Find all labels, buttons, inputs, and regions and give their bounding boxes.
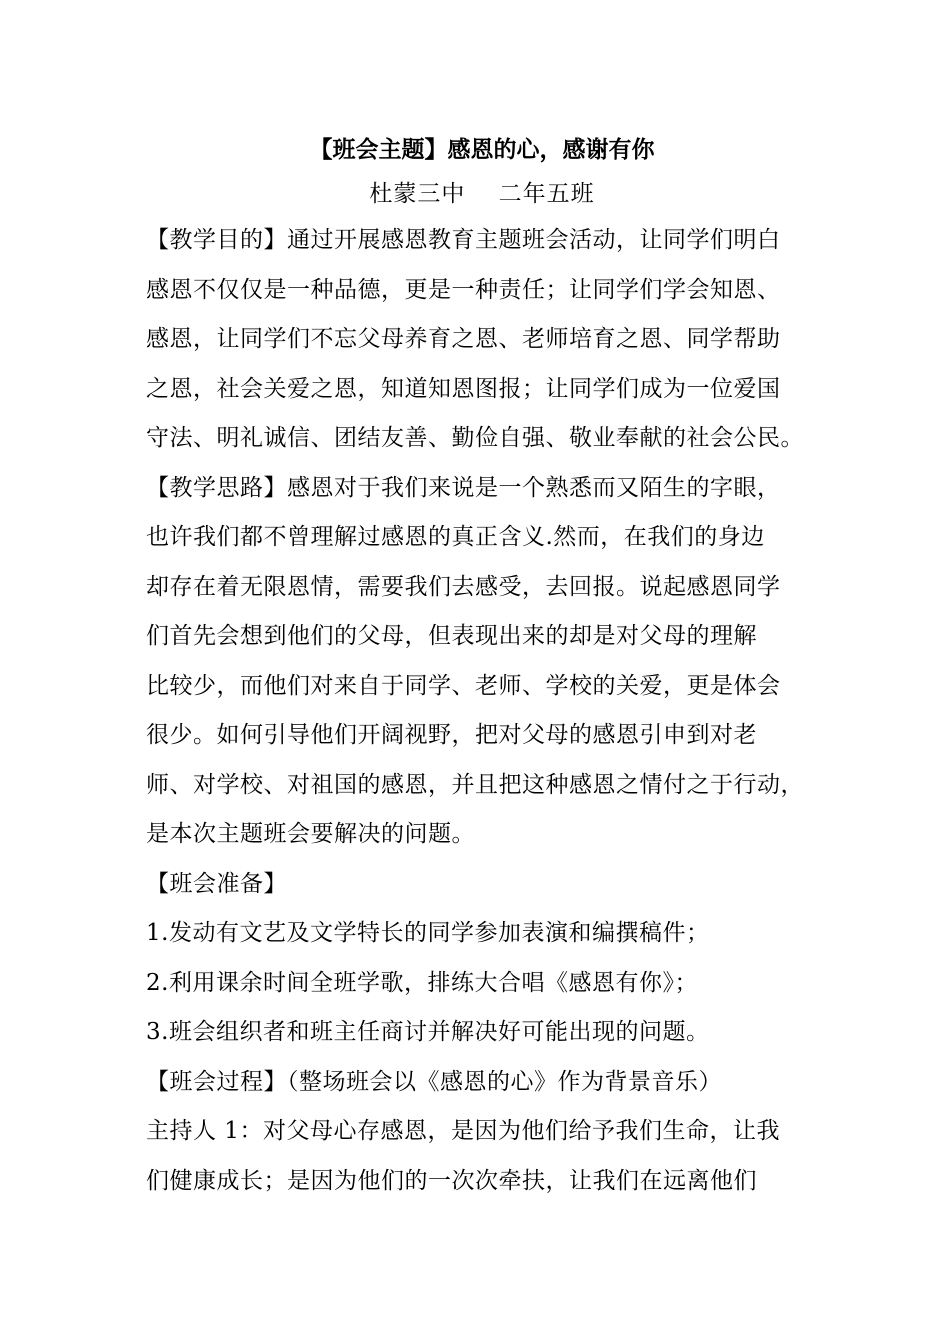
document-page xyxy=(146,128,818,1206)
body-line: 【教学思路】感恩对于我们来说是一个熟悉而又陌生的字眼， xyxy=(146,474,781,501)
body-line: 们首先会想到他们的父母，但表现出来的却是对父母的理解 xyxy=(146,623,757,649)
body-line: 【教学目的】通过开展感恩教育主题班会活动，让同学们明白 xyxy=(146,227,781,253)
document-subtitle: 杜蒙三中 二年五班 xyxy=(369,181,595,207)
body-line: 之恩，社会关爱之恩，知道知恩图报；让同学们成为一位爱国 xyxy=(146,375,781,402)
list-item: 3.班会组织者和班主任商讨并解决好可能出现的问题。 xyxy=(146,1019,710,1045)
body-line: 却存在着无限恩情，需要我们去感受，去回报。说起感恩同学 xyxy=(146,573,781,600)
body-line: 也许我们都不曾理解过感恩的真正含义.然而，在我们的身边 xyxy=(146,524,765,550)
body-line: 守法、明礼诚信、团结友善、勤俭自强、敬业奉献的社会公民。 xyxy=(146,425,804,451)
document-title: 【班会主题】感恩的心，感谢有你 xyxy=(309,136,655,163)
list-item: 1.发动有文艺及文学特长的同学参加表演和编撰稿件； xyxy=(146,920,710,946)
body-line: 们健康成长；是因为他们的一次次牵扶，让我们在远离他们 xyxy=(146,1167,757,1194)
list-item: 2.利用课余时间全班学歌，排练大合唱《感恩有你》； xyxy=(146,969,698,996)
section-heading: 【班会准备】 xyxy=(146,870,287,897)
body-line: 师、对学校、对祖国的感恩，并且把这种感恩之情付之于行动， xyxy=(146,771,804,798)
body-line: 主持人 1：对父母心存感恩，是因为他们给予我们生命，让我 xyxy=(146,1118,780,1144)
body-line: 是本次主题班会要解决的问题。 xyxy=(146,821,475,847)
body-line: 很少。如何引导他们开阔视野，把对父母的感恩引申到对老 xyxy=(146,722,757,748)
body-line: 感恩，让同学们不忘父母养育之恩、老师培育之恩、同学帮助 xyxy=(146,326,781,352)
body-line: 感恩不仅仅是一种品德，更是一种责任；让同学们学会知恩、 xyxy=(146,276,781,303)
section-heading: 【班会过程】（整场班会以《感恩的心》作为背景音乐） xyxy=(146,1068,722,1095)
body-line: 比较少，而他们对来自于同学、老师、学校的关爱，更是体会 xyxy=(146,672,781,699)
